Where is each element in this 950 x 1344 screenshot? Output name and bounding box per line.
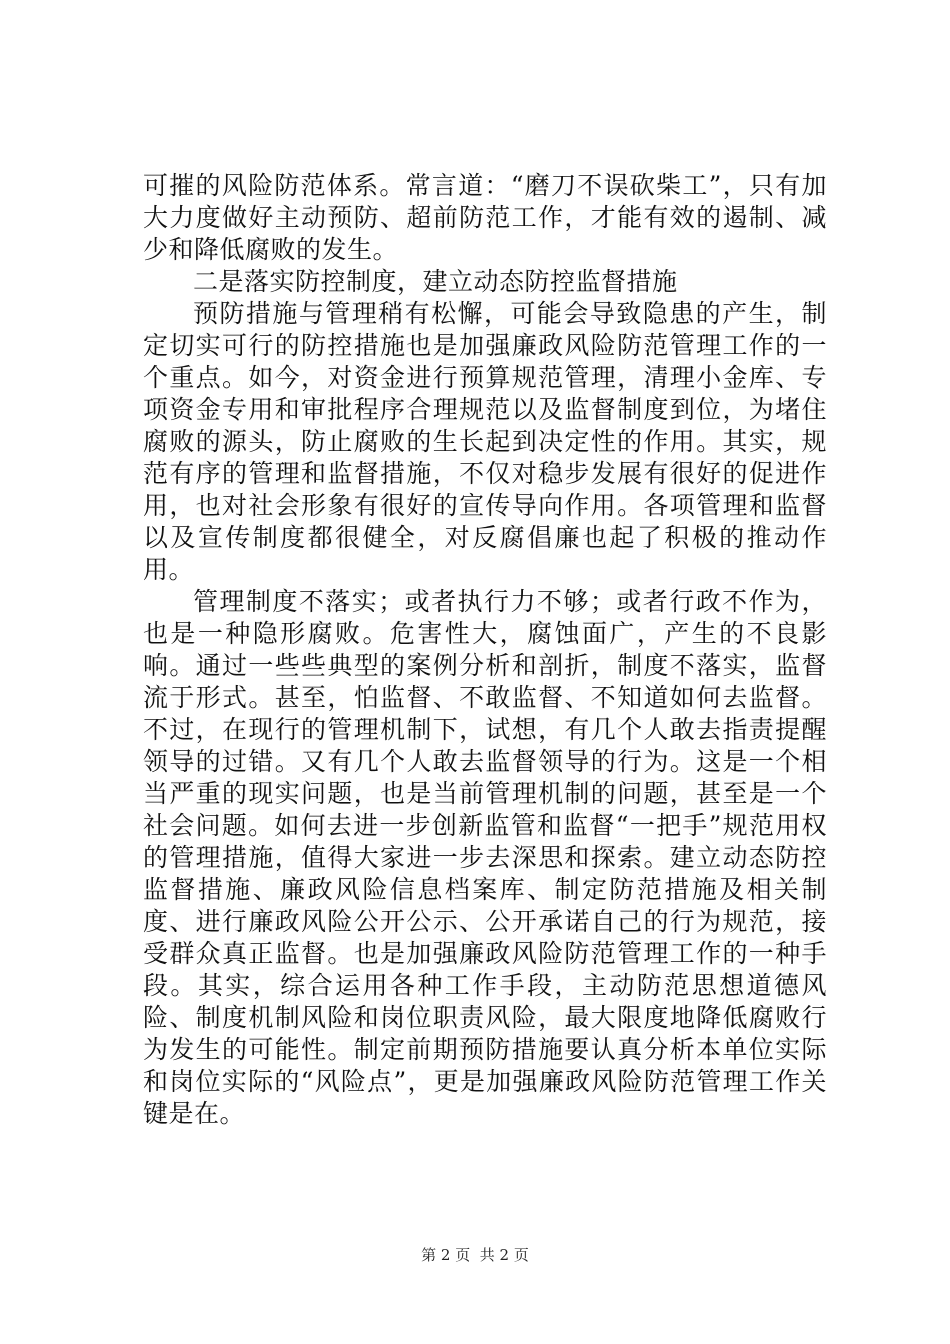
paragraph-prevention-measures: 预防措施与管理稍有松懈，可能会导致隐患的产生，制定切实可行的防控措施也是加强廉政风险防范管理工作的一个重点。如今，对资金进行预算规范管理，清理小金库、专项资金专用和审批程序合理规范以及监督制度到位，为堵住腐败的源头，防止腐败的生长起到决定性的作用。其实，规范有序的管理和监督措施，不仅对稳步发展有很好的促进作用，也对社会形象有很好的宣传导向作用。各项管理和监督以及宣传制度都很健全，对反腐倡廉也起了积极的推动作用。 xyxy=(143,299,827,584)
page-number-label: 第 2 页 共 2 页 xyxy=(421,1246,529,1264)
paragraph-continuation: 可摧的风险防范体系。常言道：“磨刀不误砍柴工”，只有加大力度做好主动预防、超前防范工作，才能有效的遏制、减少和降低腐败的发生。 xyxy=(143,171,827,264)
page-footer xyxy=(0,1245,950,1265)
document-body xyxy=(143,170,827,1130)
paragraph-management-system: 管理制度不落实；或者执行力不够；或者行政不作为，也是一种隐形腐败。危害性大，腐蚀面广，产生的不良影响。通过一些些典型的案例分析和剖折，制度不落实，监督流于形式。甚至，怕监督、不敢监督、不知道如何去监督。不过，在现行的管理机制下，试想，有几个人敢去指责提醒领导的过错。又有几个人敢去监督领导的行为。这是一个相当严重的现实问题，也是当前管理机制的问题，甚至是一个社会问题。如何去进一步创新监管和监督“一把手”规范用权的管理措施，值得大家进一步去深思和探索。建立动态防控监督措施、廉政风险信息档案库、制定防范措施及相关制度、进行廉政风险公开公示、公开承诺自己的行为规范，接受群众真正监督。也是加强廉政风险防范管理工作的一种手段。其实，综合运用各种工作手段，主动防范思想道德风险、制度机制风险和岗位职责风险，最大限度地降低腐败行为发生的可能性。制定前期预防措施要认真分析本单位实际和岗位实际的“风险点”，更是加强廉政风险防范管理工作关键是在。 xyxy=(143,587,827,1128)
section-heading: 二是落实防控制度，建立动态防控监督措施 xyxy=(193,267,678,296)
